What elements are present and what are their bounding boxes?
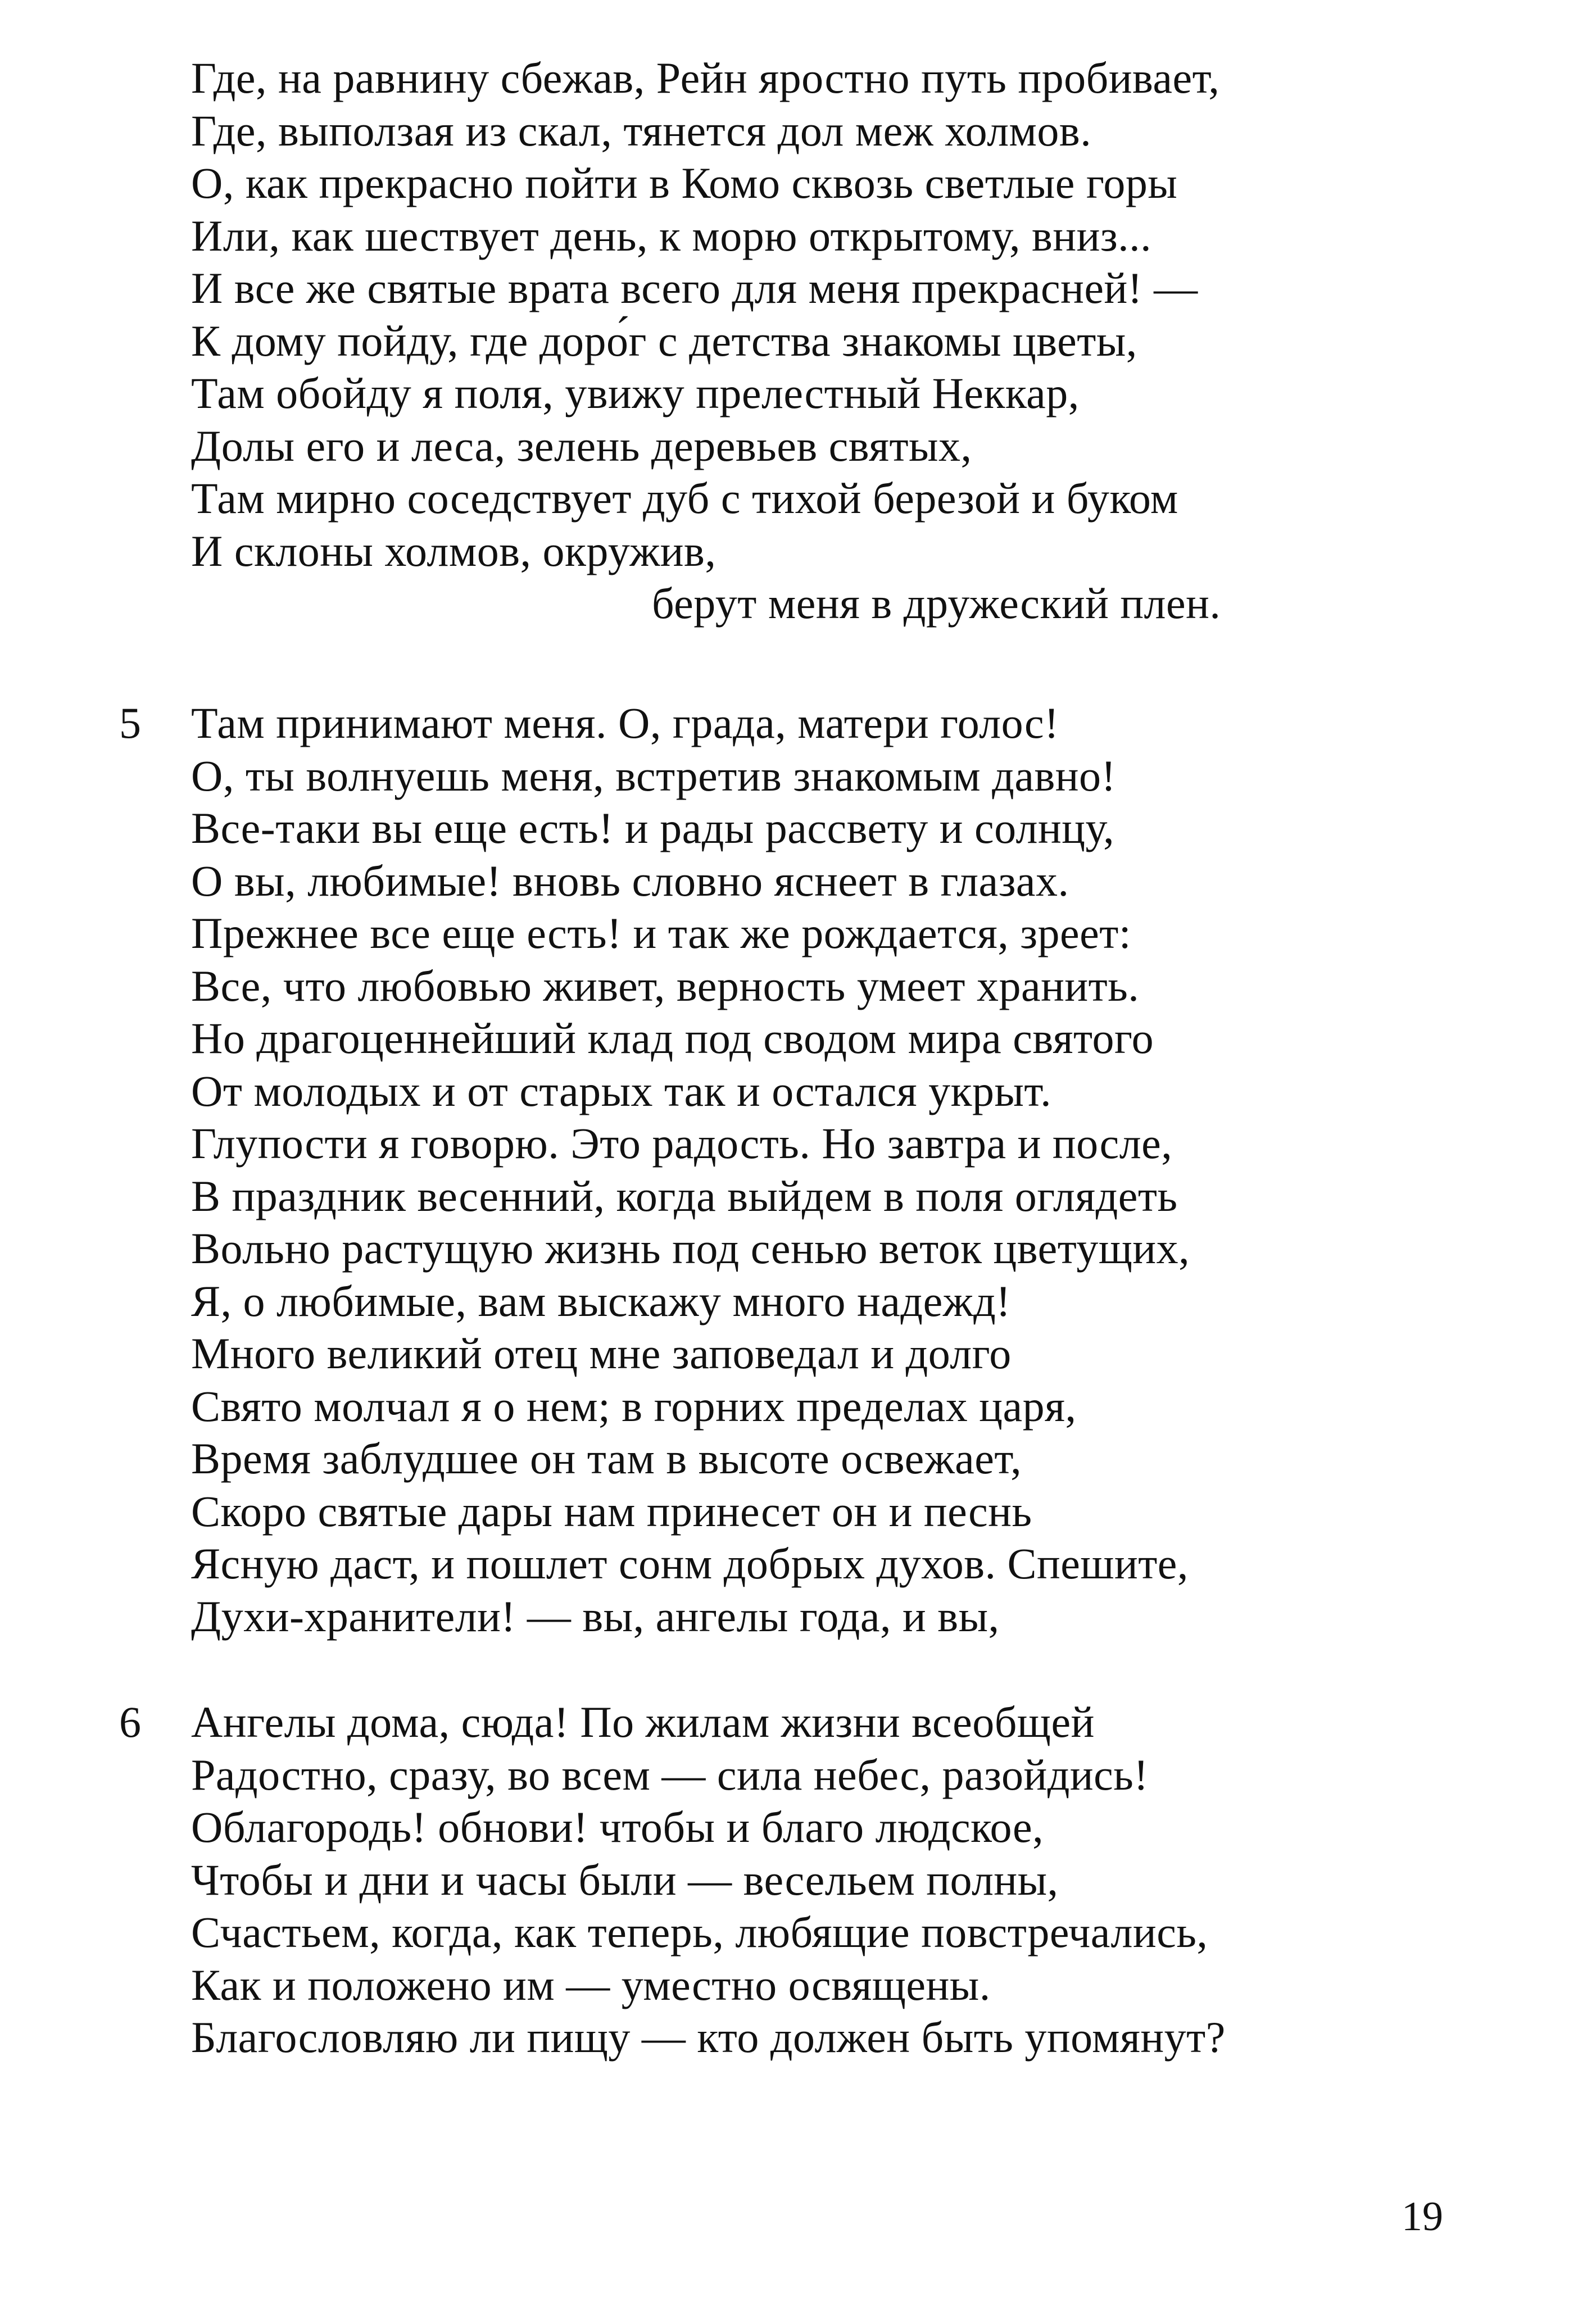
page-number: 19 — [1402, 2194, 1443, 2240]
verse-line: О вы, любимые! вновь словно яснеет в глазах. — [191, 856, 1069, 905]
verse-line: Свято молчал я о нем; в горних пределах царя, — [191, 1381, 1077, 1431]
verse-line: Много великий отец мне заповедал и долго — [191, 1329, 1012, 1378]
verse-line: Или, как шествует день, к морю открытому, вниз... — [191, 211, 1152, 260]
verse-line: Время заблудшее он там в высоте освежает, — [191, 1434, 1022, 1483]
verse-line: Радостно, сразу, во всем — сила небес, разойдись! — [191, 1750, 1149, 1799]
verse-line: Я, о любимые, вам выскажу много надежд! — [191, 1276, 1011, 1326]
verse-line: Благословляю ли пищу — кто должен быть упомянут? — [191, 2013, 1226, 2062]
verse-line: От молодых и от старых так и остался укрыт. — [191, 1066, 1052, 1115]
verse-line: Все-таки вы еще есть! и рады рассвету и солнцу, — [191, 804, 1115, 852]
verse-line: Облагородь! обнови! чтобы и благо людское, — [191, 1803, 1044, 1851]
verse-line: Там обойду я поля, увижу прелестный Неккар, — [191, 369, 1080, 417]
stanza-number: 6 — [119, 1697, 141, 1746]
verse-line-indented: берут меня в дружеский плен. — [652, 579, 1221, 628]
stanza-6 — [119, 1696, 1484, 2064]
verse-line: Ангелы дома, сюда! По жилам жизни всеобщей — [191, 1697, 1095, 1746]
verse-line: Где, на равнину сбежав, Рейн яростно путь пробивает, — [191, 53, 1220, 102]
verse-line: Долы его и леса, зелень деревьев святых, — [191, 421, 972, 470]
verse-line: Где, выползая из скал, тянется дол меж холмов. — [191, 106, 1092, 155]
stanza-4-continuation — [191, 52, 1484, 630]
verse-line: Там принимают меня. О, града, матери голос! — [191, 698, 1059, 747]
verse-line: Глупости я говорю. Это радость. Но завтра и после, — [191, 1119, 1173, 1168]
verse-line: Но драгоценнейший клад под сводом мира святого — [191, 1014, 1154, 1063]
verse-line: Вольно растущую жизнь под сенью веток цветущих, — [191, 1224, 1190, 1273]
verse-line: О, ты волнуешь меня, встретив знакомым давно! — [191, 751, 1116, 800]
verse-line: Там мирно соседствует дуб с тихой березой и буком — [191, 474, 1178, 523]
verse-line: Чтобы и дни и часы были — весельем полны, — [191, 1855, 1059, 1904]
verse-line: И склоны холмов, окружив, — [191, 526, 717, 575]
verse-line: К дому пойду, где доро́г с детства знакомы цветы, — [191, 316, 1137, 365]
verse-line: Как и положено им — уместно освящены. — [191, 1960, 991, 2009]
verse-line: Прежнее все еще есть! и так же рождается, зреет: — [191, 909, 1132, 957]
verse-line: Счастьем, когда, как теперь, любящие повстречались, — [191, 1908, 1208, 1957]
verse-line: Скоро святые дары нам принесет он и песнь — [191, 1486, 1032, 1536]
stanza-5 — [119, 697, 1484, 1642]
verse-line: Духи-хранители! — вы, ангелы года, и вы, — [191, 1591, 1000, 1641]
verse-line: О, как прекрасно пойти в Комо сквозь светлые горы — [191, 158, 1178, 207]
verse-line: И все же святые врата всего для меня прекрасней! — — [191, 264, 1198, 312]
verse-line: Все, что любовью живет, верность умеет хранить. — [191, 961, 1140, 1010]
verse-line: Ясную даст, и пошлет сонм добрых духов. Спешите, — [191, 1539, 1189, 1588]
stanza-number: 5 — [119, 698, 141, 747]
verse-line: В праздник весенний, когда выйдем в поля оглядеть — [191, 1171, 1178, 1220]
